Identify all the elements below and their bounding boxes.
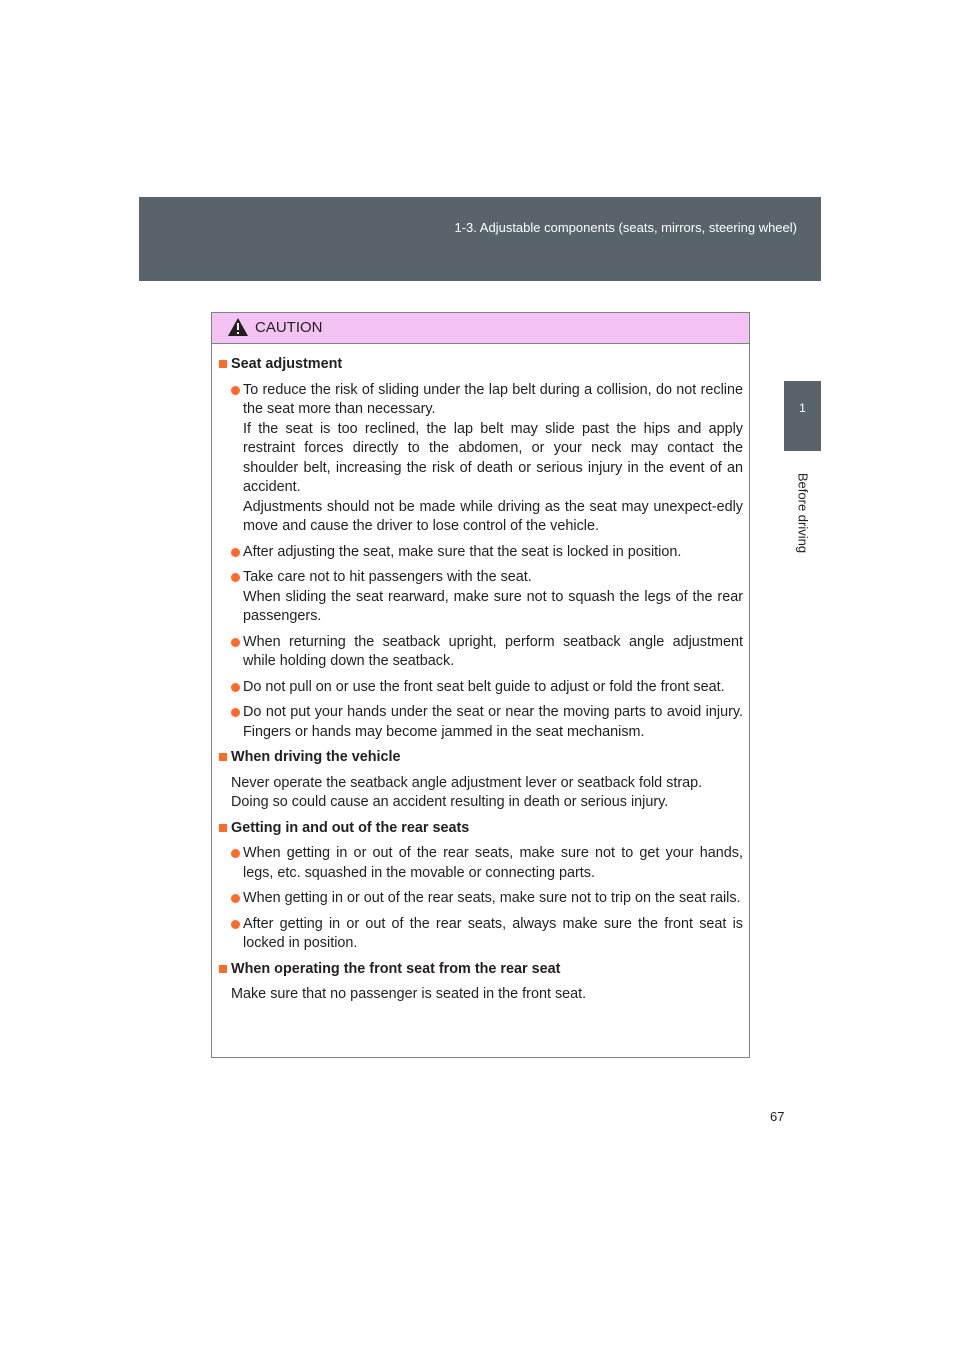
list-item: Take care not to hit passengers with the seat. When sliding the seat rearward, make sure not to squash the legs of the rear passengers.	[219, 568, 743, 627]
section-heading: When driving the vehicle	[219, 748, 743, 768]
section-title: 1-3. Adjustable components (seats, mirrors, steering wheel)	[454, 220, 797, 235]
list-item: To reduce the risk of sliding under the lap belt during a collision, do not recline the seat more than necessary. If the seat is too reclined, the lap belt may slide past the hips and apply restraint forces directly to the abdomen, or your neck may contact the shoulder belt, increasing the risk of death or serious injury in the event of an accident. Adjustments should not be made while driving as the seat may unexpect-edly move and cause the driver to lose control of the vehicle.	[219, 381, 743, 537]
page-number: 67	[770, 1109, 785, 1124]
caution-content	[212, 344, 749, 1005]
section-heading: When operating the front seat from the rear seat	[219, 960, 743, 980]
list-item: Do not pull on or use the front seat belt guide to adjust or fold the front seat.	[219, 678, 743, 698]
square-bullet-icon	[219, 360, 227, 368]
list-item: When getting in or out of the rear seats, make sure not to trip on the seat rails.	[219, 889, 743, 909]
paragraph: Never operate the seatback angle adjustment lever or seatback fold strap. Doing so could cause an accident resulting in death or serious injury.	[231, 774, 703, 810]
round-bullet-icon	[231, 386, 240, 395]
section-heading: Seat adjustment	[219, 355, 743, 375]
caution-header	[212, 313, 749, 344]
list-item: After adjusting the seat, make sure that the seat is locked in position.	[219, 543, 743, 563]
section-header-band	[139, 197, 821, 281]
list-item: When returning the seatback upright, perform seatback angle adjustment while holding down the seatback.	[219, 633, 743, 672]
square-bullet-icon	[219, 824, 227, 832]
chapter-label: Before driving	[795, 472, 811, 554]
caution-title: CAUTION	[255, 319, 323, 336]
paragraph: Make sure that no passenger is seated in the front seat.	[231, 986, 587, 1002]
list-item: Do not put your hands under the seat or near the moving parts to avoid injury. Fingers or hands may become jammed in the seat mechanism.	[219, 703, 743, 742]
list-item: After getting in or out of the rear seats, always make sure the front seat is locked in position.	[219, 915, 743, 954]
chapter-number: 1	[799, 401, 806, 415]
chapter-label-container	[771, 470, 835, 556]
list-item: When getting in or out of the rear seats, make sure not to get your hands, legs, etc. squashed in the movable or connecting parts.	[219, 844, 743, 883]
round-bullet-icon	[231, 920, 240, 929]
round-bullet-icon	[231, 683, 240, 692]
round-bullet-icon	[231, 708, 240, 717]
chapter-tab	[784, 381, 821, 451]
section-heading: Getting in and out of the rear seats	[219, 819, 743, 839]
round-bullet-icon	[231, 849, 240, 858]
round-bullet-icon	[231, 548, 240, 557]
caution-box	[211, 312, 750, 1058]
square-bullet-icon	[219, 965, 227, 973]
round-bullet-icon	[231, 894, 240, 903]
warning-triangle-icon	[227, 317, 249, 337]
round-bullet-icon	[231, 638, 240, 647]
square-bullet-icon	[219, 753, 227, 761]
round-bullet-icon	[231, 573, 240, 582]
